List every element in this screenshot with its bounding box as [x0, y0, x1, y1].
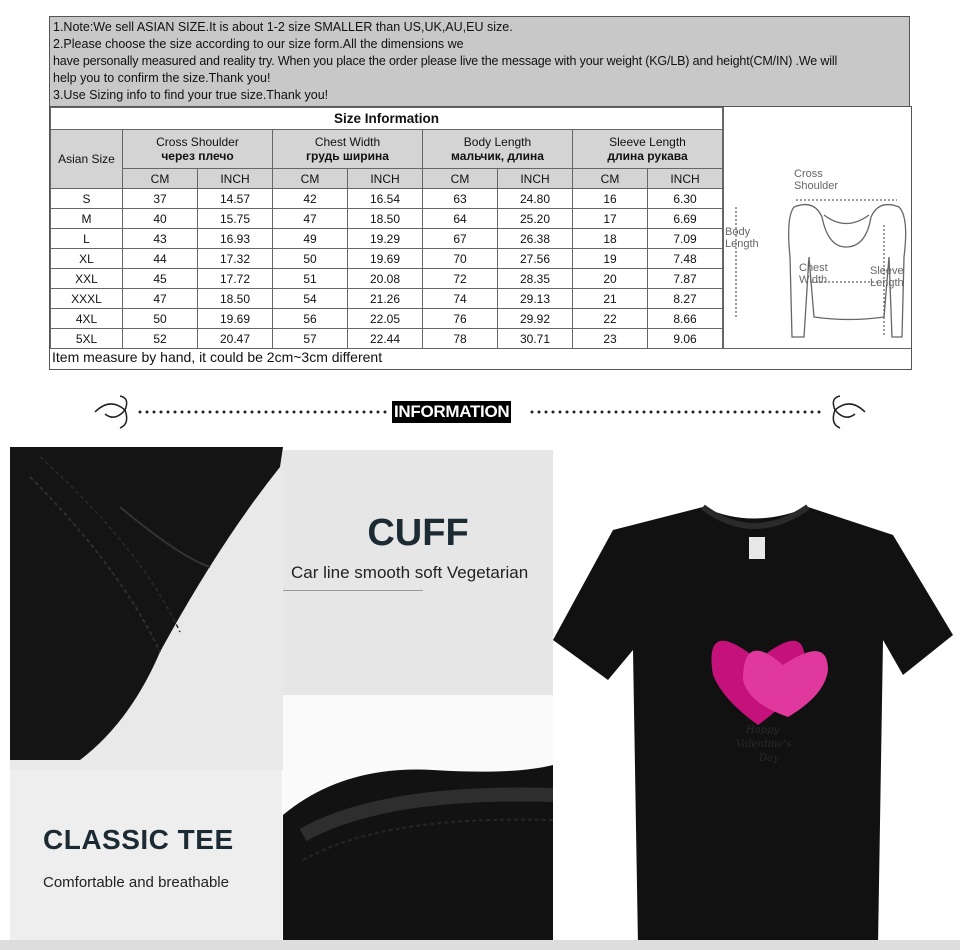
- size-value: 6.30: [648, 189, 723, 209]
- note-line-2b: have personally measured and reality try. When you place the order please live the message with your weight (KG/LB) and height(CM/IN) .We will: [53, 54, 838, 68]
- sleeve-photo: [10, 447, 283, 770]
- bottom-strip: [0, 940, 960, 950]
- size-label: XL: [51, 249, 123, 269]
- size-value: 19.69: [348, 249, 423, 269]
- note-line-2a: 2.Please choose the size according to our size form.All the dimensions we: [53, 37, 464, 51]
- size-value: 18.50: [348, 209, 423, 229]
- collar-photo: [283, 695, 553, 945]
- size-value: 26.38: [498, 229, 573, 249]
- measure-footnote: Item measure by hand, it could be 2cm~3cm different: [52, 349, 383, 365]
- size-value: 50: [273, 249, 348, 269]
- size-value: 27.56: [498, 249, 573, 269]
- size-value: 16: [573, 189, 648, 209]
- size-value: 21.26: [348, 289, 423, 309]
- size-value: 51: [273, 269, 348, 289]
- size-label: S: [51, 189, 123, 209]
- size-value: 23: [573, 329, 648, 349]
- note-line-3: 3.Use Sizing info to find your true size.Thank you!: [53, 88, 329, 102]
- size-value: 45: [123, 269, 198, 289]
- size-information: [49, 106, 912, 370]
- size-value: 40: [123, 209, 198, 229]
- valentine-print-text: Happy Valentine's Day: [736, 725, 792, 764]
- size-label: XXL: [51, 269, 123, 289]
- sleeve-length-label: Sleeve Length: [870, 265, 904, 289]
- size-value: 18: [573, 229, 648, 249]
- chest-width-header: Chest Width грудь ширина: [273, 130, 423, 169]
- size-value: 18.50: [198, 289, 273, 309]
- body-length-label: Body Length: [725, 226, 759, 250]
- size-label: 5XL: [51, 329, 123, 349]
- size-value: 20.47: [198, 329, 273, 349]
- size-row: [51, 229, 723, 249]
- size-value: 42: [273, 189, 348, 209]
- size-notes: [49, 16, 910, 107]
- size-value: 29.13: [498, 289, 573, 309]
- cuff-underline: [283, 590, 423, 591]
- size-value: 56: [273, 309, 348, 329]
- unit-inch: INCH: [498, 169, 573, 189]
- size-value: 7.87: [648, 269, 723, 289]
- size-value: 20: [573, 269, 648, 289]
- size-value: 50: [123, 309, 198, 329]
- size-value: 78: [423, 329, 498, 349]
- size-label: L: [51, 229, 123, 249]
- size-value: 44: [123, 249, 198, 269]
- size-value: 21: [573, 289, 648, 309]
- left-flourish: [95, 404, 125, 417]
- size-value: 20.08: [348, 269, 423, 289]
- size-value: 37: [123, 189, 198, 209]
- size-value: 57: [273, 329, 348, 349]
- size-value: 64: [423, 209, 498, 229]
- size-row: [51, 289, 723, 309]
- size-rows: [51, 189, 723, 349]
- size-value: 47: [273, 209, 348, 229]
- size-value: 17.32: [198, 249, 273, 269]
- cuff-subtitle: Car line smooth soft Vegetarian: [291, 563, 529, 582]
- size-value: 9.06: [648, 329, 723, 349]
- size-value: 29.92: [498, 309, 573, 329]
- size-value: 30.71: [498, 329, 573, 349]
- size-value: 72: [423, 269, 498, 289]
- size-value: 7.48: [648, 249, 723, 269]
- size-value: 19.29: [348, 229, 423, 249]
- size-table: [50, 107, 723, 349]
- size-value: 22: [573, 309, 648, 329]
- size-value: 28.35: [498, 269, 573, 289]
- sweater-diagram: [724, 107, 912, 348]
- size-value: 16.54: [348, 189, 423, 209]
- information-label: INFORMATION: [394, 402, 510, 421]
- size-value: 63: [423, 189, 498, 209]
- sleeve-length-header: Sleeve Length длина рукава: [573, 130, 723, 169]
- right-flourish: [835, 404, 865, 417]
- classic-tee-panel: [10, 770, 282, 942]
- size-value: 6.69: [648, 209, 723, 229]
- unit-cm: CM: [573, 169, 648, 189]
- size-row: [51, 249, 723, 269]
- cuff-title: CUFF: [367, 512, 469, 554]
- size-value: 8.66: [648, 309, 723, 329]
- size-value: 16.93: [198, 229, 273, 249]
- size-label: XXXL: [51, 289, 123, 309]
- size-row: [51, 209, 723, 229]
- size-value: 8.27: [648, 289, 723, 309]
- size-table-title: Size Information: [51, 108, 723, 130]
- size-row: [51, 309, 723, 329]
- size-value: 76: [423, 309, 498, 329]
- chest-width-label: Chest Width: [799, 262, 828, 286]
- size-value: 67: [423, 229, 498, 249]
- size-row: [51, 189, 723, 209]
- tshirt-tag: [749, 537, 765, 559]
- unit-row: [51, 169, 723, 189]
- size-value: 70: [423, 249, 498, 269]
- size-value: 22.05: [348, 309, 423, 329]
- note-line-2c: help you to confirm the size.Thank you!: [53, 71, 271, 85]
- unit-inch: INCH: [348, 169, 423, 189]
- size-value: 54: [273, 289, 348, 309]
- size-value: 43: [123, 229, 198, 249]
- body-length-header: Body Length мальчик, длина: [423, 130, 573, 169]
- measurement-diagram: [723, 107, 912, 348]
- size-row: [51, 269, 723, 289]
- size-label: M: [51, 209, 123, 229]
- size-value: 49: [273, 229, 348, 249]
- unit-inch: INCH: [648, 169, 723, 189]
- size-value: 19.69: [198, 309, 273, 329]
- unit-cm: CM: [123, 169, 198, 189]
- size-value: 17.72: [198, 269, 273, 289]
- tshirt-photo: [553, 455, 960, 945]
- size-label: 4XL: [51, 309, 123, 329]
- size-value: 47: [123, 289, 198, 309]
- size-row: [51, 329, 723, 349]
- classic-tee-title: CLASSIC TEE: [43, 824, 234, 855]
- size-value: 7.09: [648, 229, 723, 249]
- size-value: 25.20: [498, 209, 573, 229]
- size-value: 24.80: [498, 189, 573, 209]
- cuff-panel: [283, 450, 553, 695]
- cross-shoulder-header: Cross Shoulder через плечо: [123, 130, 273, 169]
- classic-tee-subtitle: Comfortable and breathable: [43, 874, 229, 891]
- unit-inch: INCH: [198, 169, 273, 189]
- unit-cm: CM: [423, 169, 498, 189]
- note-line-1: 1.Note:We sell ASIAN SIZE.It is about 1-2 size SMALLER than US,UK,AU,EU size.: [53, 20, 513, 34]
- size-value: 14.57: [198, 189, 273, 209]
- size-value: 52: [123, 329, 198, 349]
- unit-cm: CM: [273, 169, 348, 189]
- size-value: 74: [423, 289, 498, 309]
- size-value: 17: [573, 209, 648, 229]
- size-value: 22.44: [348, 329, 423, 349]
- asian-size-header: Asian Size: [51, 130, 123, 189]
- size-value: 15.75: [198, 209, 273, 229]
- size-value: 19: [573, 249, 648, 269]
- cross-shoulder-label: Cross Shoulder: [794, 168, 839, 192]
